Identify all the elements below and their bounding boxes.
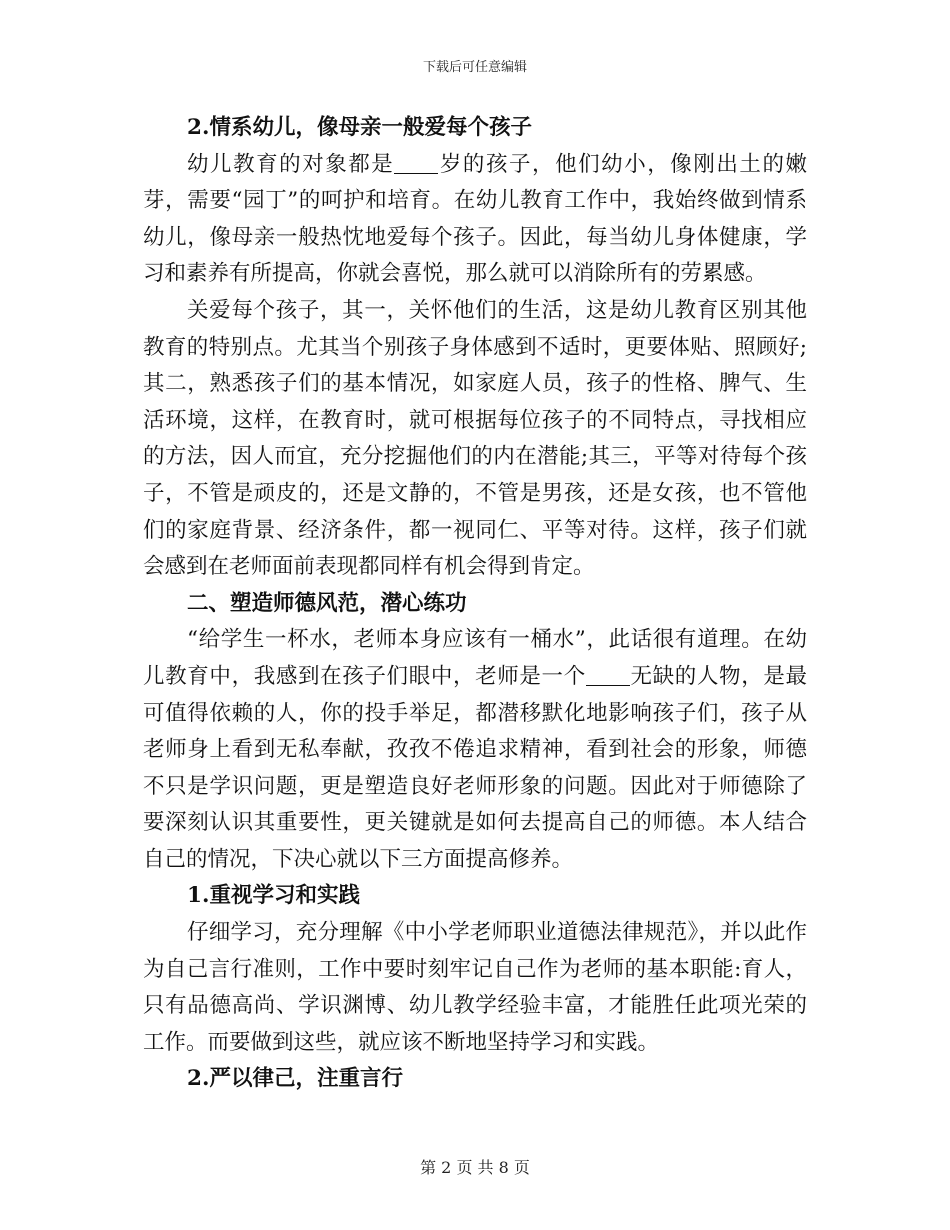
section-heading: 2.情系幼儿，像母亲一般爱每个孩子 <box>187 115 532 140</box>
document-body <box>143 110 807 1098</box>
page-header: 下载后可任意编辑 <box>422 60 527 75</box>
paragraph-text: 岁的孩子，他们幼小，像刚出土的嫩芽，需要“园丁”的呵护和培育。在幼儿教育工作中，我始终做到情系幼儿，像母亲一般热忱地爱每个孩子。因此，每当幼儿身体健康，学习和素养有所提高，你就会喜悦，那么就可以消除所有的劳累感。 <box>143 151 807 287</box>
section-heading: 二、塑造师德风范，潜心练功 <box>187 590 467 616</box>
fill-blank <box>394 151 438 174</box>
paragraph-text: “给学生一杯水，老师本身应该有一桶水”，此话很有道理。在幼儿教育中，我感到在孩子们眼中，老师是一个 <box>143 627 807 689</box>
paragraph: 关爱每个孩子，其一，关怀他们的生活，这是幼儿教育区别其他教育的特别点。尤其当个别孩子身体感到不适时，更要体贴、照顾好;其二，熟悉孩子们的基本情况，如家庭人员，孩子的性格、脾气、生活环境，这样，在教育时，就可根据每位孩子的不同特点，寻找相应的方法，因人而宜，充分挖掘他们的内在潜能;其三，平等对待每个孩子，不管是顽皮的，还是文静的，不管是男孩，还是女孩，也不管他们的家庭背景、经济条件，都一视同仁、平等对待。这样，孩子们就会感到在老师面前表现都同样有机会得到肯定。 <box>143 297 807 580</box>
page-footer: 第 2 页 共 8 页 <box>420 1158 530 1177</box>
paragraph <box>143 147 807 293</box>
paragraph-text: 无缺的人物，是最可值得依赖的人，你的投手举足，都潜移默化地影响孩子们，孩子从老师身上看到无私奉献，孜孜不倦追求精神，看到社会的形象，师德不只是学识问题，更是塑造良好老师形象的问题。因此对于师德除了要深刻认识其重要性，更关键就是如何去提高自己的师德。本人结合自己的情况，下决心就以下三方面提高修养。 <box>143 663 807 872</box>
paragraph <box>143 622 807 878</box>
section-heading: 2.严以律己，注重言行 <box>187 1066 403 1092</box>
fill-blank <box>586 663 630 686</box>
paragraph-text: 幼儿教育的对象都是 <box>187 151 395 177</box>
section-heading: 1.重视学习和实践 <box>187 883 360 909</box>
paragraph: 仔细学习，充分理解《中小学老师职业道德法律规范》，并以此作为自己言行准则，工作中要时刻牢记自己作为老师的基本职能:育人，只有品德高尚、学识渊博、幼儿教学经验丰富，才能胜任此项光荣的工作。而要做到这些，就应该不断地坚持学习和实践。 <box>143 920 807 1055</box>
